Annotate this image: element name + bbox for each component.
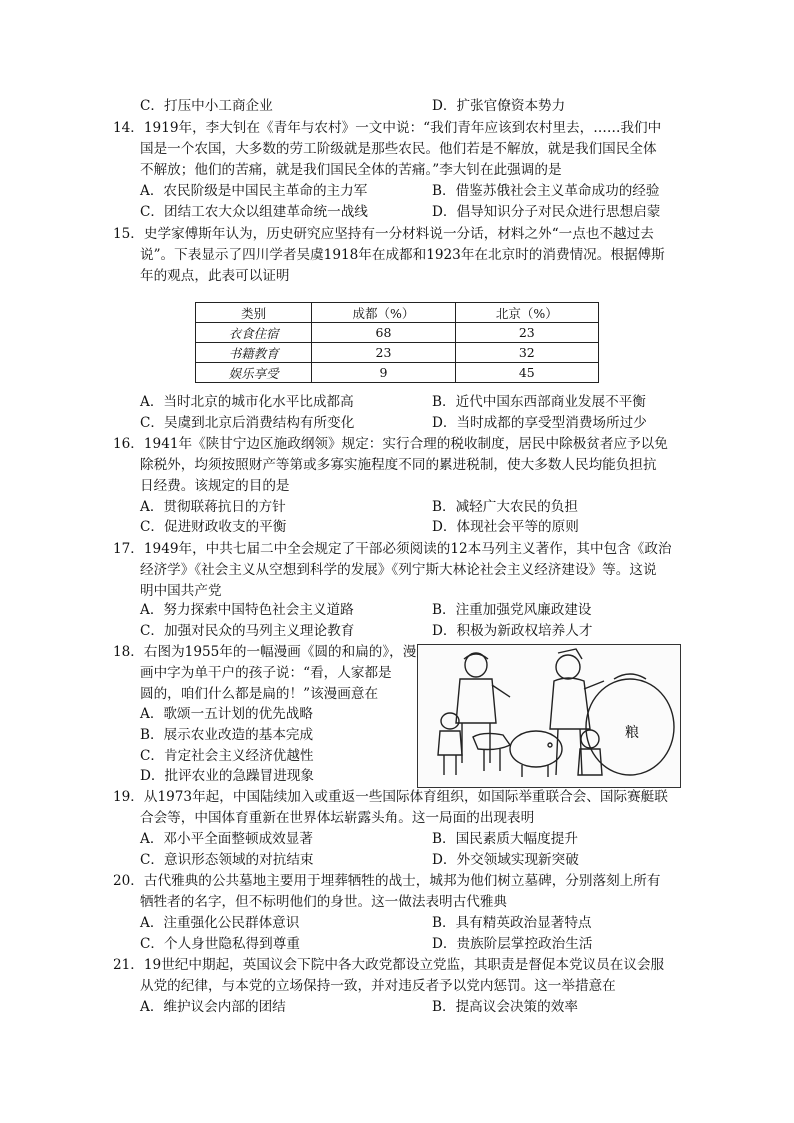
table-header: 成都（%）: [312, 303, 455, 323]
q21-stem-line: 21．19世纪中期起，英国议会下院中各大政党都设立党监，其职责是督促本党议员在议会服: [113, 957, 665, 973]
q14-stem-line: 14．1919年，李大钊在《青年与农村》一文中说：“我们青年应该到农村里去，……我们中: [113, 120, 662, 136]
q18-option-b: B．展示农业改造的基本完成: [140, 727, 314, 743]
q19-stem-line: 合会等，中国体育重新在世界体坛崭露头角。这一局面的出现表明: [140, 810, 535, 826]
q17-stem-line: 明中国共产党: [140, 583, 222, 599]
q21-option-a: A．维护议会内部的团结: [140, 999, 286, 1015]
q16-option-b: B．减轻广大农民的负担: [432, 499, 578, 515]
q14-stem-line: 国是一个农国，大多数的劳工阶级就是那些农民。他们若是不解放，就是我们国民全体: [140, 141, 657, 157]
q18-option-d: D．批评农业的急躁冒进现象: [140, 768, 315, 784]
q20-stem-line: 20．古代雅典的公共墓地主要用于埋葬牺牲的战士，城邦为他们树立墓碑，分别落刻上所有: [113, 873, 661, 889]
q18-stem-line: 画中字为单干户的孩子说：“看，人家都是: [140, 665, 392, 681]
q19-stem-line: 19．从1973年起，中国陆续加入或重返一些国际体育组织，如国际举重联合会、国际赛艇联: [113, 789, 668, 805]
q17-option-b: B．注重加强党风廉政建设: [432, 602, 592, 618]
round-child-head: [581, 730, 599, 748]
q16-stem-line: 日经费。该规定的目的是: [140, 478, 290, 494]
flat-child-body: [438, 731, 462, 755]
table-header: 类别: [196, 303, 312, 323]
q19-option-d: D．外交领域实现新突破: [432, 852, 579, 868]
table-cell: 68: [312, 323, 455, 343]
q16-option-c: C．促进财政收支的平衡: [140, 519, 287, 535]
q13-option-c: C．打压中小工商企业: [140, 98, 273, 114]
q21-stem-line: 从党的纪律，与本党的立场保持一致，并对违反者予以党内惩罚。这一举措意在: [140, 978, 616, 994]
q18-stem-line: 圆的，咱们什么都是扁的！”该漫画意在: [140, 686, 379, 702]
q15-option-a: A．当时北京的城市化水平比成都高: [140, 394, 354, 410]
q18-option-a: A．歌颂一五计划的优先战略: [140, 706, 313, 722]
q16-option-a: A．贯彻联蒋抗日的方针: [140, 499, 286, 515]
q15-stem-line: 15．史学家傅斯年认为，历史研究应坚持有一分材料说一分话，材料之外“一点也不越过去: [113, 226, 654, 242]
q15-stem-line: 年的观点，此表可以证明: [140, 268, 290, 284]
table-cell: 9: [312, 363, 455, 383]
table-header: 北京（%）: [455, 303, 598, 323]
table-header-row: [196, 303, 599, 323]
table-cell: 衣食住宿: [196, 323, 312, 343]
round-pig: [510, 731, 562, 767]
q15-option-c: C．吴虞到北京后消费结构有所变化: [140, 415, 355, 431]
q14-option-b: B．借鉴苏俄社会主义革命成功的经验: [432, 183, 660, 199]
q18-option-c: C．肯定社会主义经济优越性: [140, 748, 314, 764]
q20-option-b: B．具有精英政治显著特点: [432, 915, 592, 931]
q19-option-a: A．邓小平全面整顿成效显著: [140, 831, 313, 847]
cartoon-drawing: [418, 645, 680, 787]
flat-adult-body: [456, 679, 496, 723]
table-cell: 23: [312, 343, 455, 363]
q20-option-c: C．个人身世隐私得到尊重: [140, 936, 300, 952]
q14-option-d: D．倡导知识分子对民众进行思想启蒙: [432, 204, 661, 220]
q15-option-b: B．近代中国东西部商业发展不平衡: [432, 394, 646, 410]
q17-stem-line: 经济学》《社会主义从空想到科学的发展》《列宁斯大林论社会主义经济建设》等。这说: [140, 562, 657, 578]
q20-stem-line: 牺牲者的名字，但不标明他们的身世。这一做法表明古代雅典: [140, 894, 508, 910]
q17-option-a: A．努力探索中国特色社会主义道路: [140, 602, 354, 618]
q13-option-d: D．扩张官僚资本势力: [432, 98, 566, 114]
q14-option-a: A．农民阶级是中国民主革命的主力军: [140, 183, 368, 199]
consumption-table: [195, 302, 599, 383]
table-cell: 23: [455, 323, 598, 343]
q17-stem-line: 17．1949年，中共七届二中全会规定了干部必须阅读的12本马列主义著作，其中包含《政治: [113, 541, 672, 557]
table-row: [196, 343, 599, 363]
q16-option-d: D．体现社会平等的原则: [432, 519, 579, 535]
q17-option-c: C．加强对民众的马列主义理论教育: [140, 623, 355, 639]
q17-option-d: D．积极为新政权培养人才: [432, 623, 593, 639]
q16-stem-line: 除税外，均须按照财产等第或多寡实施程度不同的累进税制，使大多数人民均能负担抗: [140, 457, 657, 473]
round-adult-body: [550, 678, 590, 729]
sack-label: 粮: [625, 725, 639, 741]
q14-option-c: C．团结工农大众以组建革命统一战线: [140, 204, 368, 220]
table-row: [196, 323, 599, 343]
q20-option-d: D．贵族阶层掌控政治生活: [432, 936, 593, 952]
table-cell: 书籍教育: [196, 343, 312, 363]
q18-stem-line: 18．右图为1955年的一幅漫画《圆的和扁的》，漫: [113, 644, 417, 660]
round-and-flat-cartoon: [417, 644, 681, 788]
table-row: [196, 363, 599, 383]
table-cell: 32: [455, 343, 598, 363]
round-adult-head: [556, 655, 580, 679]
q20-option-a: A．注重强化公民群体意识: [140, 915, 300, 931]
q19-option-c: C．意识形态领域的对抗结束: [140, 852, 314, 868]
flat-pig: [473, 733, 510, 749]
q15-stem-line: 说”。下表显示了四川学者吴虞1918年在成都和1923年在北京时的消费情况。根据傅斯: [140, 247, 665, 263]
q19-option-b: B．国民素质大幅度提升: [432, 831, 578, 847]
q14-stem-line: 不解放；他们的苦痛，就是我们国民全体的苦痛。”李大钊在此强调的是: [140, 162, 562, 178]
q16-stem-line: 16．1941年《陕甘宁边区施政纲领》规定：实行合理的税收制度，居民中除极贫者应予以免: [113, 436, 668, 452]
table-cell: 娱乐享受: [196, 363, 312, 383]
table-cell: 45: [455, 363, 598, 383]
q15-option-d: D．当时成都的享受型消费场所过少: [432, 415, 647, 431]
q21-option-b: B．提高议会决策的效率: [432, 999, 578, 1015]
